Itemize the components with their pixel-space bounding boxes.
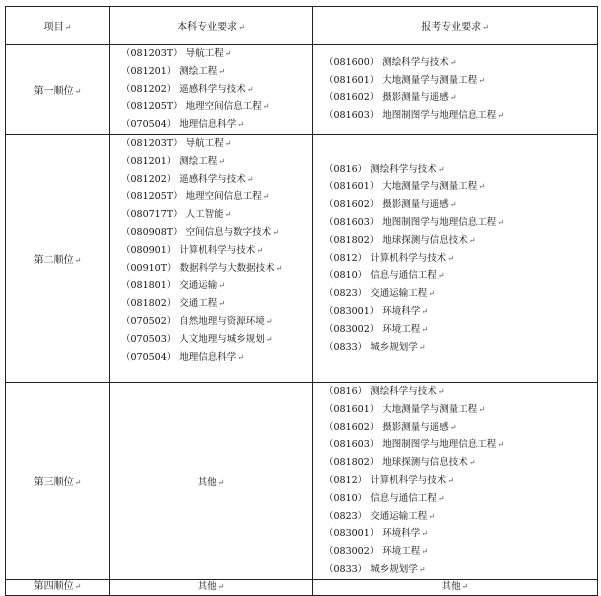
list-item-text: （081603） 地图制图学与地理信息工程	[324, 110, 497, 122]
list-item-text: （081802） 地球探测与信息技术	[324, 234, 468, 246]
list-item-text: （081203T） 导航工程	[121, 137, 224, 149]
paragraph-mark: ↵	[437, 164, 445, 174]
list-item	[324, 436, 597, 454]
paragraph-mark: ↵	[449, 200, 457, 210]
list-item-text: （081801） 交通运输	[121, 280, 218, 292]
paragraph-mark: ↵	[497, 440, 504, 450]
list-item-text: （081603） 地图制图学与地理信息工程	[324, 216, 497, 228]
list-item	[324, 267, 597, 285]
list-item	[324, 214, 597, 232]
row-label: 第一顺位↵	[6, 45, 110, 135]
list-item-text: （081602） 摄影测量与遥感	[324, 421, 449, 433]
list-item	[121, 224, 312, 242]
list-item	[324, 250, 597, 268]
paragraph-mark: ↵	[218, 281, 225, 291]
list-item-text: （081205T） 地理空间信息工程	[121, 101, 262, 113]
paragraph-mark: ↵	[437, 493, 445, 503]
list-item-text: （081601） 大地测量学与测量工程	[324, 74, 478, 86]
list-item-text: （081203T） 导航工程	[121, 48, 224, 59]
header-row	[6, 7, 598, 45]
list-item	[121, 242, 312, 260]
paragraph-mark: ↵	[275, 263, 283, 273]
list-item-text: （0812） 计算机科学与技术	[324, 474, 447, 486]
paragraph-mark: ↵	[468, 458, 476, 468]
list-item-text: （0810） 信息与通信工程	[324, 492, 437, 504]
list-item-text: （081602） 摄影测量与遥感	[324, 92, 449, 104]
paragraph-mark: ↵	[218, 299, 225, 309]
list-item-text: （081601） 大地测量学与测量工程	[324, 181, 478, 193]
requirements-table	[5, 6, 598, 596]
list-item	[324, 419, 597, 437]
list-item	[121, 206, 312, 224]
list-item-text: （080901） 计算机科学与技术	[121, 244, 256, 256]
list-item	[121, 295, 312, 313]
list-item-text: （070504） 地理信息科学	[121, 351, 237, 363]
list-item-text: （0833） 城乡规划学	[324, 341, 418, 353]
list-item-text: （081202） 遥感科学与技术	[121, 83, 246, 95]
paragraph-mark: ↵	[246, 84, 254, 94]
list-item-text: （081601） 大地测量学与测量工程	[324, 403, 478, 415]
list-item	[121, 116, 312, 134]
list-item-text: （0812） 计算机科学与技术	[324, 252, 447, 264]
paragraph-mark: ↵	[437, 271, 445, 281]
list-item-text: （080717T） 人工智能	[121, 209, 224, 221]
paragraph-mark: ↵	[224, 49, 232, 58]
paragraph-mark: ↵	[224, 210, 232, 220]
undergrad-list	[110, 134, 313, 382]
paragraph-mark: ↵	[449, 93, 457, 103]
paragraph-mark: ↵	[428, 511, 435, 521]
paragraph-mark: ↵	[447, 475, 454, 485]
paragraph-mark: ↵	[468, 235, 476, 245]
undergrad-list	[110, 45, 313, 135]
row-label: 第二顺位↵	[6, 134, 110, 382]
apply-other: 其他↵	[313, 579, 598, 595]
list-item	[324, 107, 597, 125]
list-item	[121, 63, 312, 81]
list-item	[324, 508, 597, 526]
paragraph-mark: ↵	[224, 138, 232, 148]
list-item	[121, 135, 312, 153]
list-item	[324, 89, 597, 107]
list-item	[324, 232, 597, 250]
row-third-priority	[6, 382, 598, 579]
paragraph-mark: ↵	[478, 75, 485, 85]
paragraph-mark: ↵	[262, 102, 270, 112]
list-item-text: （0833） 城乡规划学	[324, 563, 418, 575]
list-item-text: （081603） 地图制图学与地理信息工程	[324, 439, 497, 451]
paragraph-mark: ↵	[449, 57, 457, 67]
paragraph-mark: ↵	[447, 253, 454, 263]
list-item	[121, 349, 312, 367]
list-item	[324, 339, 597, 357]
list-item-text: （081205T） 地理空间信息工程	[121, 191, 262, 203]
list-item	[324, 161, 597, 179]
list-item-text: （0816） 测绘科学与技术	[324, 385, 437, 397]
paragraph-mark: ↵	[497, 111, 504, 121]
paragraph-mark: ↵	[421, 324, 428, 334]
list-item	[324, 490, 597, 508]
list-item-text: （070503） 人文地理与城乡规划	[121, 333, 265, 345]
paragraph-mark: ↵	[478, 404, 485, 414]
header-undergrad: 本科专业要求↵	[110, 7, 313, 45]
row-label: 第三顺位↵	[6, 382, 110, 579]
list-item-text: （0823） 交通运输工程	[324, 510, 428, 522]
paragraph-mark: ↵	[437, 386, 445, 396]
paragraph-mark: ↵	[218, 156, 225, 166]
list-item	[324, 454, 597, 472]
list-item-text: （083001） 环境科学	[324, 528, 421, 540]
undergrad-other: 其他↵	[110, 579, 313, 595]
list-item-text: （081600） 测绘科学与技术	[324, 56, 449, 68]
apply-list	[313, 45, 598, 135]
paragraph-mark: ↵	[421, 547, 428, 557]
list-item	[121, 331, 312, 349]
paragraph-mark: ↵	[218, 66, 225, 76]
undergrad-other: 其他↵	[110, 382, 313, 579]
list-item-text: （0816） 测绘科学与技术	[324, 163, 437, 175]
paragraph-mark: ↵	[421, 529, 428, 539]
row-fourth-priority	[6, 579, 598, 595]
paragraph-mark: ↵	[428, 289, 435, 299]
list-item	[121, 98, 312, 116]
list-item-text: （081201） 测绘工程	[121, 65, 218, 77]
list-item	[324, 54, 597, 72]
list-item	[324, 525, 597, 543]
list-item-text: （070504） 地理信息科学	[121, 119, 237, 131]
list-item	[121, 45, 312, 63]
list-item	[324, 196, 597, 214]
paragraph-mark: ↵	[262, 192, 270, 202]
list-item-text: （083002） 环境工程	[324, 546, 421, 558]
list-item	[324, 303, 597, 321]
list-item	[121, 313, 312, 331]
list-item-text: （081602） 摄影测量与遥感	[324, 199, 449, 211]
list-item-text: （0823） 交通运输工程	[324, 288, 428, 300]
paragraph-mark: ↵	[418, 342, 426, 352]
apply-list	[313, 382, 598, 579]
list-item-text: （080908T） 空间信息与数字技术	[121, 226, 272, 238]
header-item: 项目↵	[6, 7, 110, 45]
paragraph-mark: ↵	[265, 334, 273, 344]
header-apply: 报考专业要求↵	[313, 7, 598, 45]
list-item	[324, 321, 597, 339]
paragraph-mark: ↵	[237, 352, 244, 362]
paragraph-mark: ↵	[497, 217, 504, 227]
list-item	[121, 188, 312, 206]
list-item	[121, 153, 312, 171]
row-first-priority	[6, 45, 598, 135]
paragraph-mark: ↵	[478, 182, 485, 192]
list-item	[324, 285, 597, 303]
list-item	[324, 383, 597, 401]
paragraph-mark: ↵	[256, 245, 263, 255]
paragraph-mark: ↵	[421, 306, 428, 316]
list-item-text: （083001） 环境科学	[324, 305, 421, 317]
paragraph-mark: ↵	[449, 422, 457, 432]
list-item-text: （0810） 信息与通信工程	[324, 270, 437, 282]
list-item	[324, 543, 597, 561]
list-item-text: （00910T） 数据科学与大数据技术	[121, 262, 275, 274]
list-item	[324, 178, 597, 196]
paragraph-mark: ↵	[237, 120, 244, 130]
list-item	[324, 401, 597, 419]
paragraph-mark: ↵	[418, 564, 426, 574]
list-item-text: （070502） 自然地理与资源环境	[121, 315, 265, 327]
list-item-text: （081202） 遥感科学与技术	[121, 173, 246, 185]
list-item	[121, 260, 312, 278]
list-item-text: （081201） 测绘工程	[121, 155, 218, 167]
apply-list	[313, 134, 598, 382]
paragraph-mark: ↵	[265, 316, 273, 326]
list-item	[121, 277, 312, 295]
paragraph-mark: ↵	[246, 174, 254, 184]
row-label: 第四顺位↵	[6, 579, 110, 595]
row-second-priority	[6, 134, 598, 382]
paragraph-mark: ↵	[272, 227, 279, 237]
list-item-text: （081802） 交通工程	[121, 298, 218, 310]
list-item	[324, 472, 597, 490]
list-item-text: （083002） 环境工程	[324, 323, 421, 335]
list-item	[121, 81, 312, 99]
list-item-text: （081802） 地球探测与信息技术	[324, 457, 468, 469]
list-item	[324, 72, 597, 90]
list-item	[121, 171, 312, 189]
